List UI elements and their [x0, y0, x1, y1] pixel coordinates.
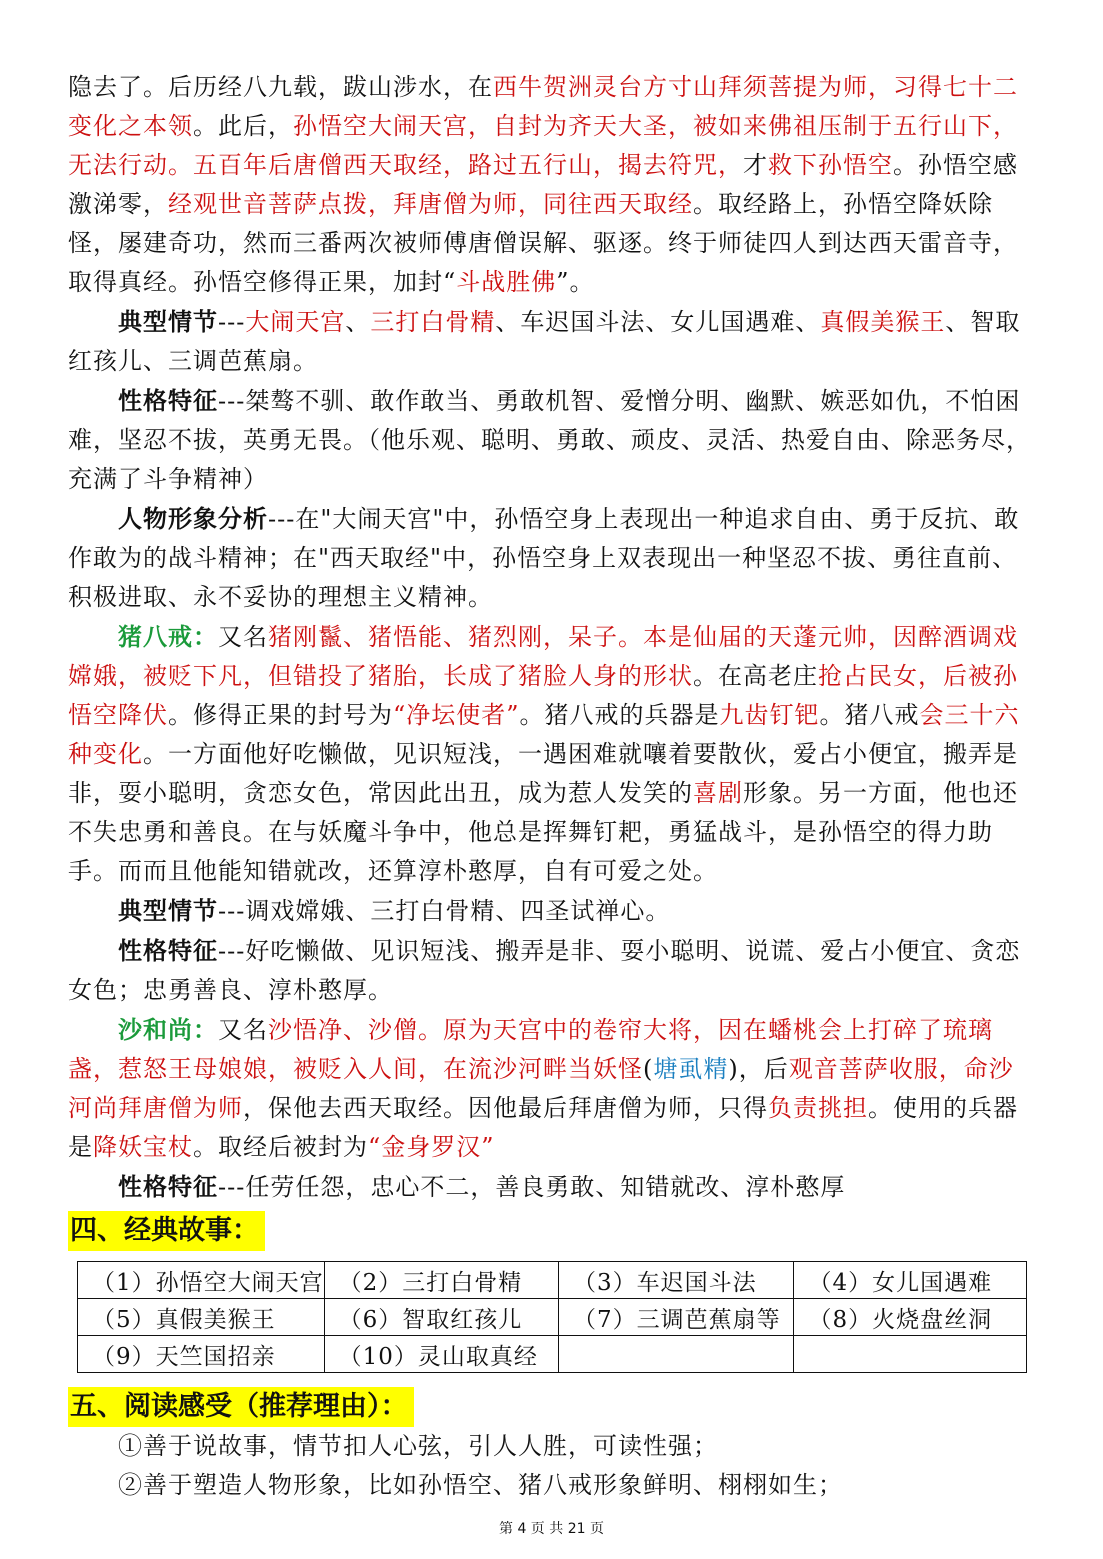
table-cell: （8）火烧盘丝洞 — [794, 1299, 1027, 1336]
text-run: ---在"大闹天宫"中，孙悟空身上表现出一种追求自由、勇于反抗、敢作敢为的战斗精神；在"西天取经"中，孙悟空身上双表现出一种坚忍不拔、勇往直前、积极进取、永不妥协的理想主义精神。 — [68, 505, 1020, 611]
highlight-run: “净坛使者” — [393, 701, 520, 729]
highlight-run: 孙悟空大闹天宫，自封为齐天大圣，被如来佛祖压制于五行山下，无法行动。五百年后唐僧西天取经，路过五行山，揭去符咒， — [68, 112, 1018, 179]
text-run: ”。 — [556, 268, 595, 296]
table-cell: （10）灵山取真经 — [324, 1336, 558, 1373]
zhubajie-paragraph — [68, 617, 1038, 891]
highlight-run: 三打白骨精 — [370, 308, 496, 336]
table-cell — [559, 1336, 794, 1373]
table-row — [78, 1336, 1027, 1373]
reading-item: ②善于塑造人物形象，比如孙悟空、猪八戒形象鲜明、栩栩如生； — [118, 1471, 843, 1499]
text-run: 。猪八戒的兵器是 — [519, 701, 720, 729]
text-run: 。使用的兵器是 — [68, 1094, 1018, 1161]
text-run: 。修得正果的封号为 — [168, 701, 393, 729]
section-heading-classic-stories — [68, 1207, 1038, 1251]
text-run: 。猪八戒 — [819, 701, 920, 729]
text-run: 。取经后被封为 — [193, 1133, 368, 1161]
zhubajie-plots — [68, 891, 1038, 931]
table-cell: （5）真假美猴王 — [78, 1299, 325, 1336]
highlight-run: 降妖宝杖 — [93, 1133, 193, 1161]
text-run: 。一方面他好吃懒做，见识短浅，一遇困难就嚷着要散伙，爱占小便宜，搬弄是非，耍小聪明，贪恋女色，常因此出丑，成为惹人发笑的 — [68, 740, 1018, 807]
table-cell: （4）女儿国遇难 — [794, 1262, 1027, 1299]
highlight-run: 经观世音菩萨点拨，拜唐僧为师，同往西天取经 — [168, 190, 693, 218]
sunwukong-paragraph — [68, 68, 1038, 302]
table-cell — [794, 1336, 1027, 1373]
highlight-run: 猪刚鬣、猪悟能、猪烈刚，呆子。本是仙届的天蓬元帅，因醉酒调戏嫦娥，被贬下凡，但错投了猪胎，长成了猪脸人身的形状 — [68, 623, 1018, 690]
table-row — [78, 1299, 1027, 1336]
section-heading-reading — [68, 1383, 1038, 1427]
text-run: ，保他去西天取经。因他最后拜唐僧为师，只得 — [243, 1094, 768, 1122]
highlight-run: 沙悟净、沙僧。原为天宫中的卷帘大将，因在蟠桃会上打碎了琉璃盏，惹怒王母娘娘，被贬入人间，在流沙河畔当妖怪 — [68, 1016, 993, 1083]
highlight-run: 斗战胜佛 — [456, 268, 557, 296]
page-content — [68, 68, 1038, 1505]
section-title: 四、经典故事： — [68, 1211, 265, 1251]
sunwukong-traits — [68, 381, 1038, 499]
table-cell: （2）三打白骨精 — [324, 1262, 558, 1299]
reading-item: ①善于说故事，情节扣人心弦，引人人胜，可读性强； — [118, 1432, 718, 1460]
highlight-run: “金身罗汉” — [368, 1133, 495, 1161]
page-footer: 第 4 页 共 21 页 — [499, 1521, 604, 1537]
text-run: ---调戏嫦娥、三打白骨精、四圣试禅心。 — [218, 897, 671, 925]
text-run: ---好吃懒做、见识短浅、搬弄是非、耍小聪明、说谎、爱占小便宜、贪恋女色；忠勇善良、淳朴憨厚。 — [68, 937, 1021, 1004]
table-cell: （1）孙悟空大闹天宫 — [78, 1262, 325, 1299]
table-cell: （7）三调芭蕉扇等 — [559, 1299, 794, 1336]
character-name: 沙和尚： — [118, 1015, 218, 1044]
label-traits: 性格特征 — [118, 1172, 218, 1201]
text-run: 。在高老庄 — [693, 662, 818, 690]
sunwukong-plots — [68, 302, 1038, 381]
label-analysis: 人物形象分析 — [118, 504, 268, 533]
shaheshang-paragraph — [68, 1010, 1038, 1167]
text-run: 。孙悟空感激涕零， — [68, 151, 1018, 218]
label-typical-plot: 典型情节 — [118, 896, 218, 925]
text-run: ---桀骜不驯、敢作敢当、勇敢机智、爱憎分明、幽默、嫉恶如仇，不怕困难，坚忍不拔，英勇无畏。（他乐观、聪明、勇敢、顽皮、灵活、热爱自由、除恶务尽，充满了斗争精神） — [68, 387, 1031, 493]
table-row — [78, 1262, 1027, 1299]
label-typical-plot: 典型情节 — [118, 307, 218, 336]
text-run: 才 — [743, 151, 768, 179]
highlight-run: 大闹天宫 — [245, 308, 346, 336]
text-run: ---任劳任怨，忠心不二，善良勇敢、知错就改、淳朴憨厚 — [218, 1173, 846, 1201]
text-run: 隐去了。后历经八九载，跋山涉水，在 — [68, 73, 493, 101]
text-run: 、智取红孩儿、三调芭蕉扇。 — [68, 308, 1021, 375]
label-traits: 性格特征 — [118, 386, 218, 415]
section-title: 五、阅读感受（推荐理由）： — [68, 1387, 414, 1427]
text-run: )，后 — [728, 1055, 789, 1083]
shaheshang-traits — [68, 1167, 1038, 1207]
highlight-run: 真假美猴王 — [820, 308, 946, 336]
label-traits: 性格特征 — [118, 936, 218, 965]
highlight-run: 救下孙悟空 — [768, 151, 893, 179]
sunwukong-analysis — [68, 499, 1038, 617]
text-run: --- — [218, 308, 246, 336]
text-run: 又名 — [218, 623, 268, 651]
text-run: 。取经路上，孙悟空降妖除怪，屡建奇功，然而三番两次被师傅唐僧误解、驱逐。终于师徒四人到达西天雷音寺，取得真经。孙悟空修得正果，加封“ — [68, 190, 1018, 296]
highlight-run: 抢占民女，后被孙悟空降伏 — [68, 662, 1018, 729]
text-run: 、 — [345, 308, 371, 336]
text-run: 、车迟国斗法、女儿国遇难、 — [495, 308, 821, 336]
highlight-run: 观音菩萨收服，命沙河尚拜唐僧为师 — [68, 1055, 1014, 1122]
character-name: 猪八戒： — [118, 622, 218, 651]
highlight-run: 负责挑担 — [768, 1094, 868, 1122]
highlight-run: 九齿钉钯 — [719, 701, 820, 729]
highlight-run: 西牛贺洲灵台方寸山拜须菩提为师，习得七十二变化之本领 — [68, 73, 1018, 140]
text-run: 。此后， — [193, 112, 293, 140]
table-cell: （9）天竺国招亲 — [78, 1336, 325, 1373]
zhubajie-traits — [68, 931, 1038, 1010]
highlight-run: 喜剧 — [693, 779, 743, 807]
table-cell: （6）智取红孩儿 — [324, 1299, 558, 1336]
text-run: 又名 — [218, 1016, 268, 1044]
highlight-run: 会三十六种变化 — [68, 701, 1020, 768]
table-cell: （3）车迟国斗法 — [559, 1262, 794, 1299]
stories-table — [77, 1261, 1027, 1373]
text-run: ( — [643, 1055, 654, 1083]
blue-run: 塘虱精 — [653, 1055, 729, 1083]
text-run: 形象。另一方面，他也还不失忠勇和善良。在与妖魔斗争中，他总是挥舞钉耙，勇猛战斗，是孙悟空的得力助手。而而且他能知错就改，还算淳朴憨厚，自有可爱之处。 — [68, 779, 1018, 885]
